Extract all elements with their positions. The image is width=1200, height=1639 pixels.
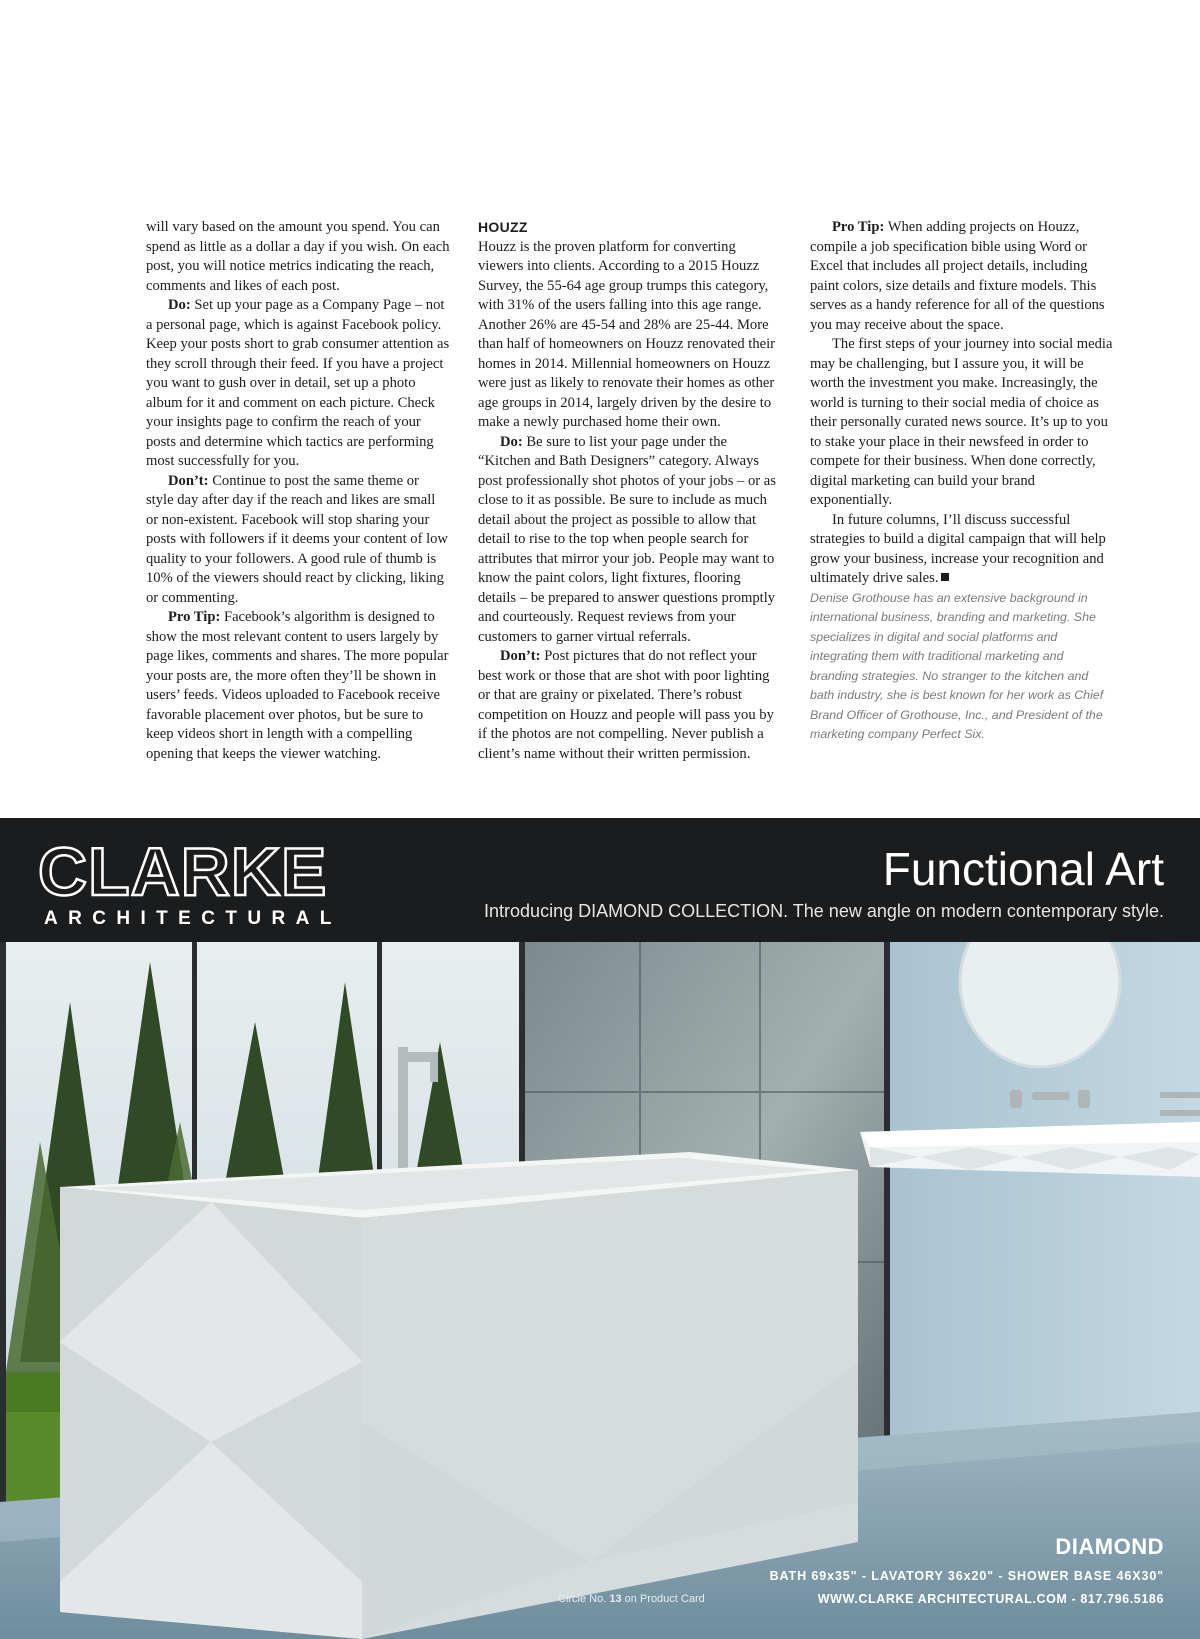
dont-label: Don’t:: [500, 648, 541, 664]
article-column-3: [810, 218, 1114, 745]
do-text: Be sure to list your page under the “Kitchen and Bath Designers” category. Always post professionally shot photos of your jobs – or as close to it as possible. Be sure to include as much detail about the project as possible to allow that detail to rise to the top when people search for attributes that mirror your job. People may want to know the paint colors, light fixtures, flooring details – be prepared to answer questions promptly and courteously. Request reviews from your customers to garner virtual referrals.: [478, 433, 776, 645]
pro-tip-label: Pro Tip:: [832, 219, 885, 235]
circle-suffix: on Product Card: [621, 1593, 705, 1605]
paragraph-do: [478, 433, 782, 648]
advertisement: [0, 818, 1200, 1639]
closing-text: In future columns, I’ll discuss successful strategies to build a digital campaign that will help grow your business, increase your recognition and ultimately drive sales.: [810, 511, 1106, 586]
product-website-phone: WWW.CLARKE ARCHITECTURAL.COM - 817.796.5186: [817, 1592, 1164, 1606]
product-photo: [0, 942, 1200, 1639]
ad-header: [0, 818, 1200, 942]
do-label: Do:: [168, 297, 191, 313]
dont-label: Don’t:: [168, 472, 209, 489]
paragraph-pro-tip: [146, 608, 450, 764]
ad-intro: Introducing DIAMOND COLLECTION. The new angle on modern contemporary style.: [484, 901, 1164, 921]
bathroom-illustration: [0, 942, 1200, 1639]
dont-text: Continue to post the same theme or style day after day if the reach and likes are small or non-existent. Facebook will stop sharing your posts with followers if it deems your content of low quality to your followers. A good rule of thumb is 10% of the viewers should react by clicking, liking or commenting.: [146, 472, 448, 606]
product-sizes: BATH 69x35" - LAVATORY 36x20" - SHOWER BASE 46X30": [769, 1569, 1164, 1583]
circle-prefix: Circle No.: [558, 1593, 610, 1605]
section-heading-houzz: HOUZZ: [478, 219, 528, 235]
paragraph: will vary based on the amount you spend. You can spend as little as a dollar a day if you wish. On each post, you will notice metrics indicating the reach, comments and likes of each post.: [146, 219, 450, 294]
paragraph-closing: [810, 511, 1114, 589]
pro-tip-text: When adding projects on Houzz, compile a job specification bible using Word or Excel that includes all project details, including paint colors, size details and fixture models. This serves as a handy reference for all of the questions you may receive about the space.: [810, 219, 1105, 333]
author-bio: Denise Grothouse has an extensive background in international business, branding and marketing. She specializes in digital and social platforms and integrating them with traditional marketing and branding strategies. No stranger to the kitchen and bath industry, she is best known for her work as Chief Brand Officer of Grothouse, Inc., and President of the marketing company Perfect Six.: [810, 590, 1104, 741]
do-label: Do:: [500, 433, 523, 450]
do-text: Set up your page as a Company Page – not a personal page, which is against Facebook policy. Keep your posts short to grab consumer attention as they scroll through their feed. If you have a project you want to gush over in detail, set up a photo album for it and comment on each picture. Check your insights page to confirm the reach of your posts and determine which tactics are performing most successfully for you.: [146, 297, 450, 469]
ad-tagline: Functional Art: [882, 843, 1164, 895]
end-mark-icon: [941, 573, 949, 581]
paragraph-do: [146, 296, 450, 472]
pro-tip-label: Pro Tip:: [168, 609, 221, 625]
paragraph: The first steps of your journey into social media may be challenging, but I assure you, it will be worth the investment you make. Increasingly, the world is turning to their social media of choice as their personally curated news source. It’s up to you to stake your place in their newsfeed in order to compete for their business. When done correctly, digital marketing can build your brand exponentially.: [810, 336, 1113, 508]
pro-tip-text: Facebook’s algorithm is designed to show the most relevant content to users largely by page likes, comments and shares. The more popular your posts are, the more often they’ll be shown in users’ feeds. Videos uploaded to Facebook receive favorable placement over photos, but be sure to keep videos short in length with a compelling opening that keeps the viewer watching.: [146, 609, 449, 762]
paragraph-dont: [146, 472, 450, 609]
article-column-1: [146, 218, 450, 764]
product-name: DIAMOND: [1055, 1534, 1164, 1559]
reader-service-number: [558, 1593, 705, 1605]
paragraph-pro-tip: [810, 218, 1114, 335]
paragraph-dont: [478, 647, 782, 764]
circle-number: 13: [609, 1593, 622, 1605]
clarke-logo: [38, 834, 342, 930]
paragraph: Houzz is the proven platform for converting viewers into clients. According to a 2015 Houzz Survey, the 55-64 age group trumps this category, with 31% of the users falling into this age range. Another 26% are 45-54 and 28% are 25-44. More than half of homeowners on Houzz renovated their homes in 2014. Millennial homeowners on Houzz were just as likely to renovate their homes as other age groups in 2014, largely driven by the desire to make a newly purchased home their own.: [478, 238, 776, 430]
dont-text: Post pictures that do not reflect your best work or those that are shot with poor lighting or that are grainy or pixelated. There’s robust competition on Houzz and people will pass you by if the photos are not compelling. Never publish a client’s name without their written permission.: [478, 648, 774, 762]
article-column-2: [478, 218, 782, 764]
logo-wordmark: CLARKE: [38, 834, 328, 910]
logo-subtitle: ARCHITECTURAL: [44, 908, 342, 929]
